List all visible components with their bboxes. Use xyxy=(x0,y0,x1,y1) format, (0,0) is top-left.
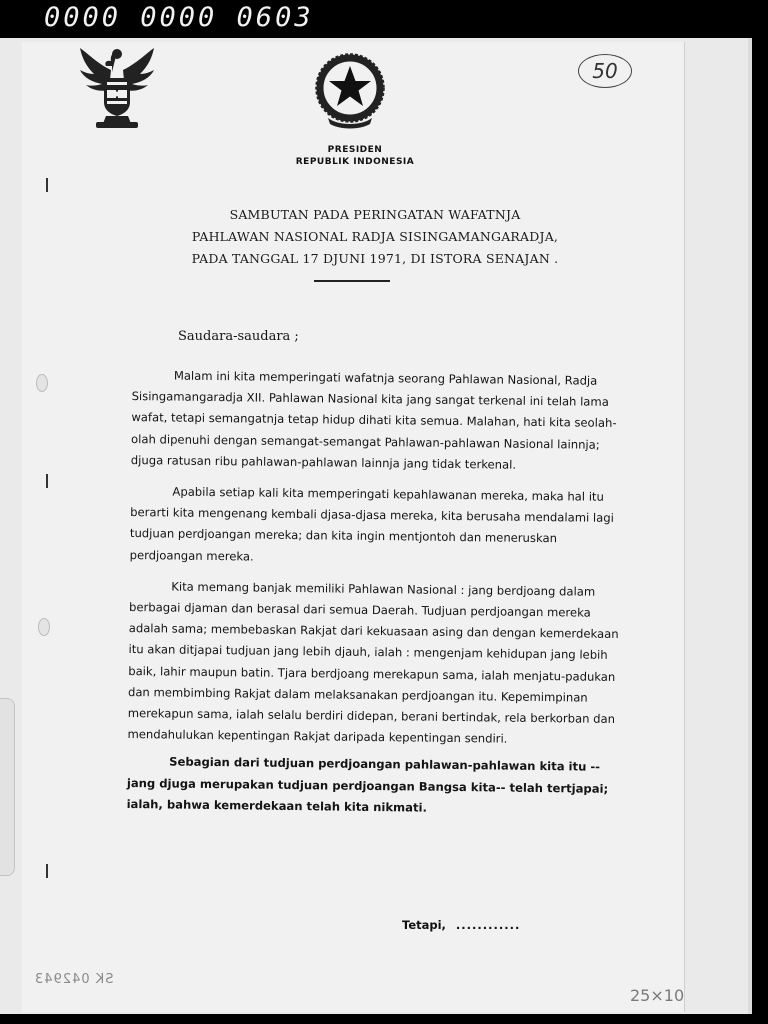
binder-tab xyxy=(0,698,15,876)
continuation-word: Tetapi, xyxy=(402,918,446,932)
microfilm-frame-code: 0000 0000 0603 xyxy=(44,2,314,33)
garuda-emblem-icon xyxy=(76,44,158,130)
presidential-seal-icon xyxy=(314,52,386,132)
paragraph: Sebagian dari tudjuan perdjoangan pahlawan-pahlawan kita itu --jang djuga merupakan tudjuan perdjoangan Bangsa kita-- telah tertjapai; ialah, bahwa kemerdekaan telah kita nikmati. xyxy=(126,754,609,815)
letterhead-line-1: PRESIDEN xyxy=(327,145,383,155)
speech-body xyxy=(126,365,624,831)
letterhead-office xyxy=(270,144,440,168)
paragraph: Malam ini kita memperingati wafatnja seorang Pahlawan Nasional, Radja Sisingamangaradja XII. Pahlawan Nasional kita jang sangat terkenal ini telah lama wafat, tetapi semangatnja tetap hidup dihati kita semua. Malahan, hati kita seolah-olah dipenuhi dengan semangat-semangat Pahlawan-pahlawan Nasional lainnja; djuga ratusan ribu pahlawan-pahlawan lainnja jang tidak terkenal. xyxy=(130,368,617,472)
continuation-line xyxy=(402,918,520,932)
paragraph: Kita memang banjak memiliki Pahlawan Nasional : jang berdjoang dalam berbagai djaman dan berasal dari semua Daerah. Tudjuan perdjoangan mereka adalah sama; membebaskan Rakjat dari kekuasaan asing dan dengan kemerdekaan itu akan ditjapai tudjuan jang lebih djauh, ialah : mengenjam kehidupan jang lebih baik, lahir maupun batin. Tjara berdjoang merekapun sama, ialah menjatu-padukan dan membimbing Rakjat dalam melaksanakan perdjoangan itu. Kepemimpinan merekapun sama, ialah selalu berdiri didepan, berani bertindak, rela berkorban dan mendahulukan kepentingan Rakjat daripada kepentingan sendiri. xyxy=(127,579,619,746)
archive-stamp-code: SK 042943 xyxy=(34,972,114,987)
letterhead-line-2: REPUBLIK INDONESIA xyxy=(295,157,415,167)
page-number: 50 xyxy=(592,59,618,83)
document-title xyxy=(150,204,600,270)
page-edge-shadow xyxy=(748,38,752,1014)
title-line-3: PADA TANGGAL 17 DJUNI 1971, DI ISTORA SENAJAN . xyxy=(191,251,559,266)
paragraph: Apabila setiap kali kita memperingati kepahlawanan mereka, maka hal itu berarti kita mengenang kembali djasa-djasa mereka, kita berusaha mendalami lagi tudjuan perdjoangan mereka; dan kita ingin mentjontoh dan meneruskan perdjoangan mereka. xyxy=(129,484,614,564)
title-line-1: SAMBUTAN PADA PERINGATAN WAFATNJA xyxy=(229,207,521,222)
salutation: Saudara-saudara ; xyxy=(178,329,299,344)
margin-mark xyxy=(46,474,48,488)
continuation-dots: ............ xyxy=(455,918,521,932)
punch-hole xyxy=(36,374,48,392)
margin-mark xyxy=(46,178,48,192)
title-line-2: PAHLAWAN NASIONAL RADJA SISINGAMANGARADJA, xyxy=(191,229,559,244)
margin-mark xyxy=(46,864,48,878)
title-underline xyxy=(314,280,390,282)
document-page xyxy=(0,38,752,1014)
scan-corner-mark: 25×10 xyxy=(630,986,685,1005)
punch-hole xyxy=(38,618,50,636)
